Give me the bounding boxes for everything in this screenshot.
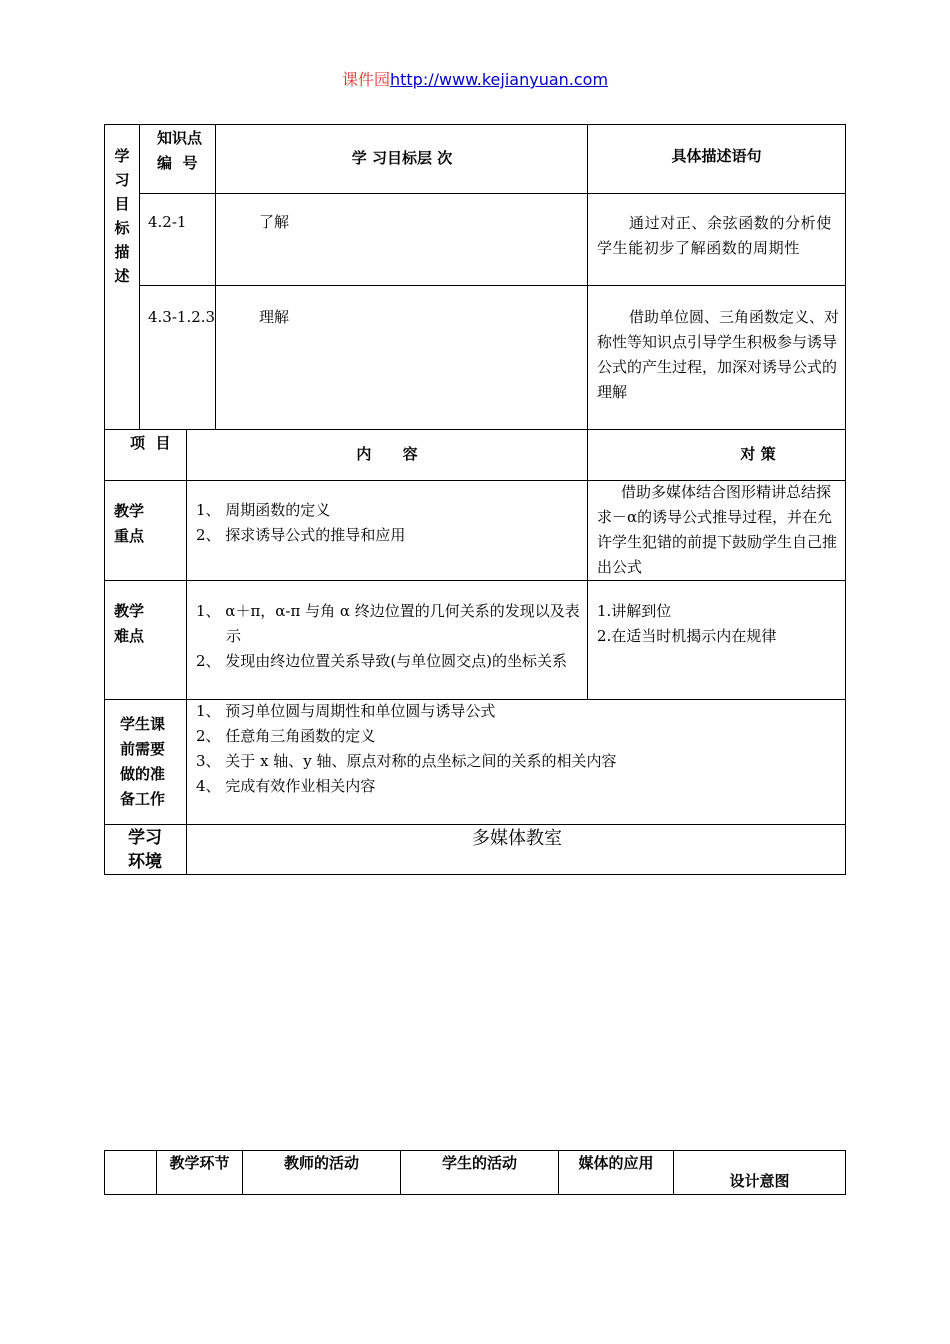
- col-level-header: 学 习目标层 次: [351, 149, 453, 167]
- col-item-header: 项 目: [130, 434, 171, 452]
- objective-level: 了解: [259, 213, 290, 231]
- page-header: [0, 67, 950, 90]
- col-media-header: 媒体的应用: [578, 1154, 654, 1172]
- list-item: 3、 关于 x 轴、y 轴、原点对称的点坐标之间的关系的相关内容: [196, 752, 617, 770]
- objectives-side-label: 学习目标描述: [114, 147, 130, 285]
- objective-desc: 借助单位圆、三角函数定义、对称性等知识点引导学生积极参与诱导公式的产生过程，加深对诱导公式的理解: [597, 308, 840, 401]
- environment-label: 学习: [128, 828, 162, 848]
- key-points-label: 教学: [114, 502, 145, 520]
- environment-label-2: 环境: [128, 852, 162, 872]
- difficulties-list: [196, 599, 582, 674]
- col-stage-header: 教学环节: [169, 1154, 230, 1172]
- list-item: 1、 α＋π，α-π 与角 α 终边位置的几何关系的发现以及表示: [196, 602, 580, 645]
- site-name: 课件园: [341, 70, 390, 89]
- preparation-list: [196, 699, 841, 799]
- col-strategy-header: 对 策: [740, 445, 776, 463]
- preparation-label-1: 学生课: [120, 715, 166, 733]
- col-student-header: 学生的活动: [441, 1154, 517, 1172]
- objective-id: 4.3-1.2.3: [148, 308, 216, 326]
- list-item: 2、 发现由终边位置关系导致(与单位圆交点)的坐标关系: [196, 652, 568, 670]
- site-link[interactable]: http://www.kejianyuan.com: [389, 70, 609, 89]
- preparation-label-2: 前需要: [120, 740, 166, 758]
- list-item: 2、 探求诱导公式的推导和应用: [196, 526, 406, 544]
- objective-level: 理解: [259, 308, 290, 326]
- col-intent-header: 设计意图: [729, 1172, 790, 1190]
- environment-value: 多媒体教室: [472, 828, 562, 849]
- difficulties-label: 教学: [114, 602, 145, 620]
- objective-id: 4.2-1: [148, 213, 187, 231]
- list-item: 1、 预习单位圆与周期性和单位圆与诱导公式: [196, 702, 496, 720]
- difficulties-strategy-1: 1.讲解到位: [597, 602, 672, 620]
- col-desc-header: 具体描述语句: [671, 147, 762, 165]
- list-item: 1、 周期函数的定义: [196, 501, 331, 519]
- list-item: 2、 任意角三角函数的定义: [196, 727, 376, 745]
- col-knowledge-header-2: 编 号: [157, 154, 198, 172]
- preparation-label-4: 备工作: [120, 790, 166, 808]
- key-points-label-2: 重点: [114, 527, 145, 545]
- difficulties-strategy-2: 2.在适当时机揭示内在规律: [597, 627, 777, 645]
- difficulties-label-2: 难点: [114, 627, 145, 645]
- key-points-list: [196, 498, 581, 548]
- list-item: 4、 完成有效作业相关内容: [196, 777, 376, 795]
- col-teacher-header: 教师的活动: [283, 1154, 359, 1172]
- preparation-label-3: 做的准: [120, 765, 166, 783]
- objective-desc: 通过对正、余弦函数的分析使学生能初步了解函数的周期性: [597, 214, 832, 257]
- col-content-header: 内 容: [356, 445, 418, 463]
- key-points-strategy: 借助多媒体结合图形精讲总结探求－α的诱导公式推导过程，并在允许学生犯错的前提下鼓励学生自己推出公式: [597, 483, 838, 576]
- col-knowledge-header: 知识点: [157, 129, 203, 147]
